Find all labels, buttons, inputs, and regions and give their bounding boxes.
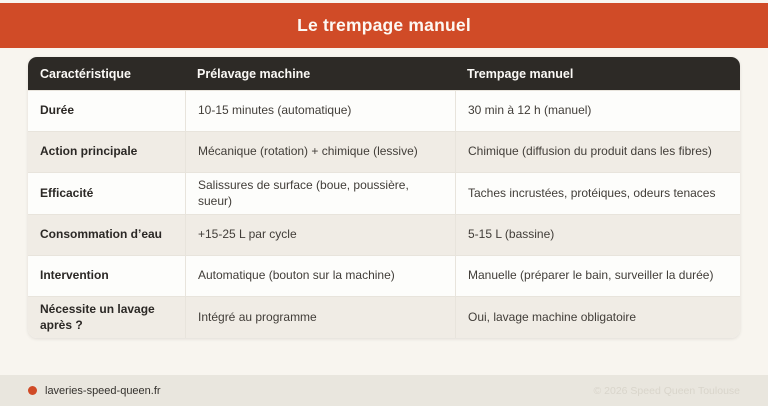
orange-dot-icon	[28, 386, 37, 395]
cell-prelavage: 10-15 minutes (automatique)	[185, 91, 455, 131]
cell-prelavage: Mécanique (rotation) + chimique (lessive)	[185, 132, 455, 172]
comparison-table	[28, 57, 740, 338]
table-row	[28, 214, 740, 255]
cell-trempage: 5-15 L (bassine)	[455, 215, 740, 255]
row-label: Durée	[40, 103, 75, 118]
table-header-row	[28, 57, 740, 90]
row-label: Intervention	[40, 268, 109, 283]
table-row	[28, 90, 740, 131]
cell-trempage: Oui, lavage machine obligatoire	[455, 297, 740, 338]
column-header-caracteristique: Caractéristique	[40, 66, 132, 81]
table-row	[28, 296, 740, 338]
table-row	[28, 255, 740, 296]
row-label: Nécessite un lavage après ?	[40, 302, 155, 332]
cell-prelavage: +15-25 L par cycle	[185, 215, 455, 255]
cell-trempage: 30 min à 12 h (manuel)	[455, 91, 740, 131]
row-label: Action principale	[40, 144, 138, 159]
row-label: Efficacité	[40, 185, 94, 200]
footer-site	[28, 385, 161, 397]
column-header-trempage: Trempage manuel	[467, 66, 574, 81]
cell-prelavage: Intégré au programme	[185, 297, 455, 338]
cell-trempage: Manuelle (préparer le bain, surveiller la durée)	[455, 256, 740, 296]
cell-trempage: Chimique (diffusion du produit dans les fibres)	[455, 132, 740, 172]
footer-copyright: © 2026 Speed Queen Toulouse	[593, 384, 740, 397]
page	[0, 3, 768, 406]
column-header-prelavage: Prélavage machine	[197, 66, 311, 81]
footer-site-text: laveries-speed-queen.fr	[45, 384, 161, 397]
footer	[0, 375, 768, 406]
cell-trempage: Taches incrustées, protéiques, odeurs tenaces	[455, 173, 740, 214]
cell-prelavage: Salissures de surface (boue, poussière, sueur)	[185, 173, 455, 214]
page-title: Le trempage manuel	[297, 15, 471, 35]
table-row	[28, 131, 740, 172]
cell-prelavage: Automatique (bouton sur la machine)	[185, 256, 455, 296]
table-row	[28, 172, 740, 214]
row-label: Consommation d’eau	[40, 227, 163, 242]
title-banner	[0, 3, 768, 48]
